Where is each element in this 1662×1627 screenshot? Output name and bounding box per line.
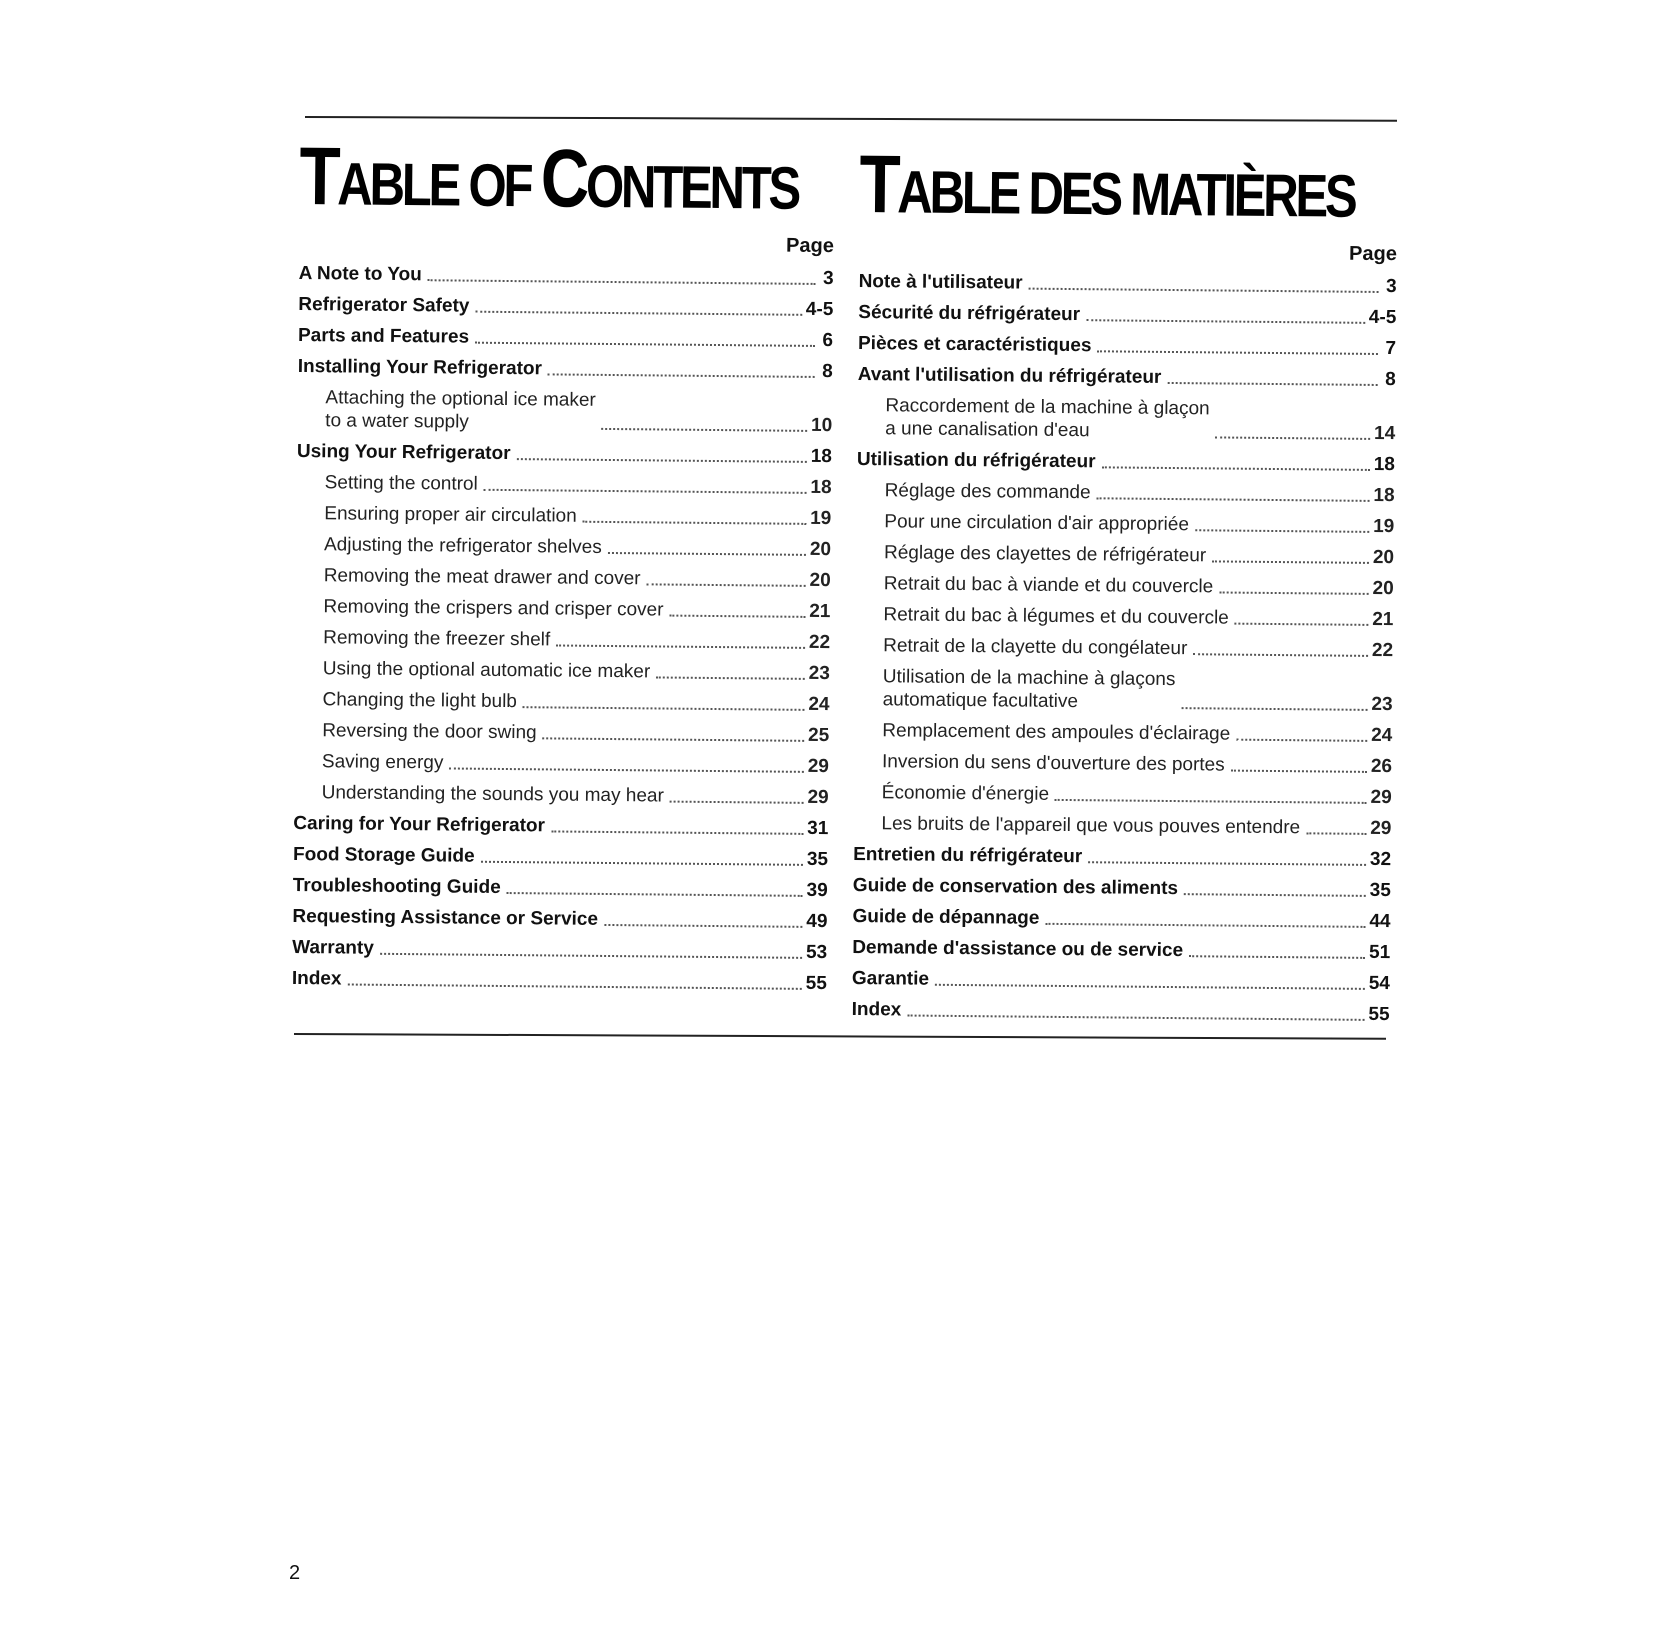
french-entry-list: [852, 262, 1397, 1026]
toc-entry: [852, 959, 1390, 995]
dot-leader: [1055, 799, 1367, 804]
dot-leader: [556, 644, 805, 648]
toc-entry-page: 8: [1385, 369, 1396, 391]
toc-entry-label: Entretien du réfrigérateur: [853, 843, 1083, 868]
toc-entry: [293, 804, 828, 840]
dot-leader: [1219, 591, 1368, 594]
dot-leader: [1167, 382, 1377, 386]
toc-entry: [297, 432, 832, 468]
toc-entry: [294, 773, 829, 809]
toc-entry-page: 25: [807, 724, 830, 747]
dot-leader: [484, 489, 807, 494]
toc-entry-label: Removing the crispers and crisper cover: [323, 596, 664, 621]
english-entry-list: [292, 254, 834, 995]
toc-entry: [298, 285, 833, 321]
toc-entry: [854, 773, 1392, 809]
page-number: 2: [289, 1562, 301, 1584]
toc-entry-page: 31: [807, 817, 829, 840]
toc-entry-page: 21: [809, 600, 831, 623]
toc-entry-page: 6: [822, 330, 834, 352]
toc-entry: [853, 804, 1391, 840]
toc-entry-label: Refrigerator Safety: [298, 293, 470, 317]
toc-entry: [295, 649, 830, 685]
toc-entry: [293, 835, 828, 871]
toc-entry-label: Using Your Refrigerator: [296, 440, 511, 465]
dot-leader: [380, 953, 802, 959]
dot-leader: [507, 892, 803, 897]
toc-entry-label: Retrait du bac à légumes et du couvercle: [883, 604, 1229, 629]
toc-entry: [858, 293, 1396, 329]
dot-leader: [347, 983, 801, 989]
dot-leader: [1189, 955, 1365, 959]
toc-entry-page: 23: [1371, 693, 1393, 716]
toc-entry-page: 14: [1373, 422, 1396, 445]
dot-leader: [1097, 497, 1370, 502]
top-rule: [305, 116, 1397, 122]
toc-entry-page: 51: [1368, 941, 1391, 964]
toc-entry: [292, 897, 827, 933]
toc-entry-label: Pièces et caractéristiques: [857, 332, 1092, 357]
toc-entry-page: 18: [1373, 453, 1396, 476]
toc-entry: [293, 866, 828, 902]
toc-entry-page: 29: [807, 755, 830, 778]
toc-entry-page: 20: [809, 538, 832, 561]
toc-entry-label: Économie d'énergie: [881, 782, 1050, 805]
toc-entry: [296, 556, 831, 592]
dot-leader: [1215, 436, 1370, 439]
toc-entry-label: Using the optional automatic ice maker: [322, 658, 651, 683]
toc-entry-label: Adjusting the refrigerator shelves: [323, 534, 602, 558]
toc-entry: [854, 742, 1392, 778]
dot-leader: [1236, 739, 1367, 742]
toc-entry-page: 7: [1385, 338, 1397, 360]
toc-entry-page: 19: [1373, 515, 1395, 538]
toc-entry-page: 4-5: [805, 298, 834, 321]
toc-entry-label: Index: [851, 998, 902, 1021]
dot-leader: [602, 428, 807, 432]
dot-leader: [604, 924, 802, 928]
toc-entry: [299, 254, 834, 290]
dot-leader: [1045, 923, 1365, 928]
toc-entry-label: Inversion du sens d'ouverture des portes: [881, 751, 1225, 776]
toc-entry-page: 49: [806, 910, 828, 933]
toc-entry: [296, 525, 831, 561]
toc-entry: [852, 897, 1390, 933]
toc-entry-label: Requesting Assistance or Service: [292, 905, 599, 930]
toc-entry-label: Demande d'assistance ou de service: [852, 936, 1184, 962]
toc-entry-page: 32: [1369, 848, 1392, 871]
toc-entry-label: Les bruits de l'appareil que vous pouves entendre: [881, 813, 1301, 839]
toc-entry: [292, 959, 827, 995]
toc-entry: [854, 711, 1392, 747]
dot-leader: [646, 583, 805, 587]
toc-entry-label: Saving energy: [321, 751, 444, 774]
toc-entry-label: Utilisation de la machine à glaçons automatique facultative: [882, 666, 1176, 713]
dot-leader: [1212, 560, 1369, 564]
dot-leader: [670, 801, 804, 804]
toc-entry-page: 21: [1372, 608, 1394, 631]
dot-leader: [475, 342, 815, 347]
toc-entry: [297, 378, 832, 437]
toc-entry: [297, 463, 832, 499]
dot-leader: [1086, 319, 1365, 324]
toc-entry-page: 29: [1370, 786, 1392, 809]
toc-entry-label: Utilisation du réfrigérateur: [856, 448, 1096, 473]
toc-entry-label: Raccordement de la machine à glaçon a une canalisation d'eau: [885, 395, 1210, 442]
toc-entry: [296, 494, 831, 530]
toc-entry: [298, 316, 833, 352]
toc-entry-page: 20: [1372, 577, 1394, 600]
toc-entry-page: 23: [808, 662, 830, 685]
toc-entry: [855, 595, 1393, 631]
toc-entry: [858, 324, 1396, 360]
dot-leader: [523, 706, 804, 711]
toc-entry: [852, 928, 1390, 964]
bottom-rule: [294, 1033, 1386, 1040]
toc-entry-page: 3: [822, 268, 834, 290]
toc-entry-label: Sécurité du réfrigérateur: [858, 301, 1081, 326]
dot-leader: [1101, 466, 1369, 471]
toc-entry: [857, 471, 1395, 507]
toc-entry-label: Remplacement des ampoules d'éclairage: [882, 720, 1231, 745]
toc-entry-page: 3: [1385, 276, 1397, 298]
dot-leader: [1195, 529, 1369, 533]
dot-leader: [481, 861, 803, 866]
toc-entry-label: Setting the control: [324, 472, 478, 495]
toc-entry-label: Understanding the sounds you may hear: [321, 782, 664, 807]
toc-entry: [857, 386, 1395, 445]
dot-leader: [475, 311, 801, 316]
toc-entry-label: Removing the meat drawer and cover: [323, 565, 641, 590]
toc-entry: [298, 347, 833, 383]
toc-entry-label: Réglage des clayettes de réfrigérateur: [883, 542, 1207, 567]
toc-entry-label: Parts and Features: [297, 324, 470, 348]
toc-entry-page: 35: [806, 848, 829, 871]
toc-entry-page: 4-5: [1368, 306, 1397, 329]
toc-entry-label: Reversing the door swing: [322, 720, 537, 744]
toc-entry-label: Réglage des commande: [884, 480, 1091, 504]
dot-leader: [548, 373, 815, 378]
toc-entry: [853, 835, 1391, 871]
toc-entry: [857, 440, 1395, 476]
toc-entry-page: 18: [810, 445, 833, 468]
toc-entry-page: 26: [1370, 755, 1393, 778]
dot-leader: [1181, 707, 1367, 711]
toc-entry-label: Removing the freezer shelf: [323, 627, 551, 651]
toc-entry-page: 18: [1373, 484, 1395, 507]
dot-leader: [1231, 770, 1367, 773]
dot-leader: [449, 767, 803, 772]
dot-leader: [608, 552, 806, 556]
toc-entry-label: Index: [291, 967, 342, 990]
dot-leader: [935, 984, 1365, 990]
toc-entry-page: 54: [1368, 972, 1391, 995]
toc-entry-label: Garantie: [851, 967, 930, 990]
toc-entry-page: 18: [810, 476, 832, 499]
dot-leader: [428, 279, 816, 285]
toc-entry-label: Retrait de la clayette du congélateur: [883, 635, 1188, 660]
dot-leader: [1029, 288, 1379, 293]
toc-entry-page: 10: [810, 414, 833, 437]
toc-entry-page: 53: [805, 941, 828, 964]
toc-entry: [294, 742, 829, 778]
toc-entry-label: Caring for Your Refrigerator: [293, 812, 546, 837]
toc-entry-label: Note à l'utilisateur: [858, 270, 1023, 294]
toc-entry-page: 29: [1370, 817, 1392, 840]
toc-entry-page: 35: [1369, 879, 1391, 902]
toc-entry-label: Ensuring proper air circulation: [324, 503, 577, 527]
toc-entry-label: A Note to You: [298, 262, 422, 286]
toc-entry: [855, 657, 1393, 716]
toc-entry-label: Changing the light bulb: [322, 689, 518, 713]
toc-entry-page: 24: [808, 693, 830, 716]
dot-leader: [907, 1014, 1364, 1020]
toc-entry: [294, 711, 829, 747]
dot-leader: [1193, 653, 1368, 657]
toc-entry-label: Guide de dépannage: [852, 905, 1040, 929]
toc-entry: [858, 355, 1396, 391]
toc-entry-page: 44: [1369, 910, 1391, 933]
toc-entry-label: Pour une circulation d'air appropriée: [884, 511, 1190, 536]
toc-entry: [855, 626, 1393, 662]
toc-entry: [859, 262, 1397, 298]
toc-entry-page: 55: [805, 972, 827, 995]
dot-leader: [669, 615, 805, 618]
toc-entry: [292, 928, 827, 964]
dot-leader: [543, 737, 804, 742]
toc-entry-page: 22: [1371, 639, 1394, 662]
toc-entry-label: Guide de conservation des aliments: [852, 874, 1179, 900]
toc-entry-label: Installing Your Refrigerator: [297, 355, 543, 380]
dot-leader: [583, 521, 806, 525]
dot-leader: [1088, 861, 1366, 866]
dot-leader: [1306, 832, 1366, 835]
toc-entry: [295, 618, 830, 654]
toc-entry-page: 29: [807, 786, 829, 809]
toc-entry: [294, 680, 829, 716]
toc-entry: [295, 587, 830, 623]
toc-entry-page: 19: [810, 507, 832, 530]
dot-leader: [516, 458, 806, 463]
toc-entry-label: Attaching the optional ice maker to a water supply: [325, 387, 596, 433]
dot-leader: [1097, 350, 1378, 355]
dot-leader: [656, 676, 804, 679]
french-toc: [852, 140, 1398, 1026]
toc-entry: [853, 866, 1391, 902]
toc-entry-label: Retrait du bac à viande et du couvercle: [883, 573, 1214, 598]
english-page-label: Page: [786, 234, 835, 258]
toc-entry: [856, 502, 1394, 538]
toc-entry-page: 8: [822, 361, 833, 383]
toc-entry-page: 20: [1372, 546, 1395, 569]
dot-leader: [1235, 623, 1369, 626]
dot-leader: [1184, 893, 1366, 897]
toc-entry-label: Warranty: [292, 936, 374, 959]
toc-entry-page: 55: [1368, 1003, 1390, 1026]
toc-entry-label: Food Storage Guide: [292, 843, 475, 867]
dot-leader: [551, 830, 803, 834]
english-title: TABLE OF CONTENTS: [299, 131, 799, 225]
toc-entry: [852, 990, 1390, 1026]
toc-entry-page: 24: [1371, 724, 1393, 747]
toc-entry-page: 39: [806, 879, 828, 902]
french-page-label: Page: [1349, 242, 1398, 266]
french-title: TABLE DES MATIÈRES: [859, 139, 1355, 231]
toc-entry-page: 22: [808, 631, 831, 654]
toc-entry-page: 20: [809, 569, 831, 592]
english-toc: [292, 132, 835, 995]
toc-entry: [856, 564, 1394, 600]
toc-entry-label: Avant l'utilisation du réfrigérateur: [857, 363, 1162, 388]
toc-entry-label: Troubleshooting Guide: [292, 874, 501, 898]
toc-entry: [856, 533, 1394, 569]
